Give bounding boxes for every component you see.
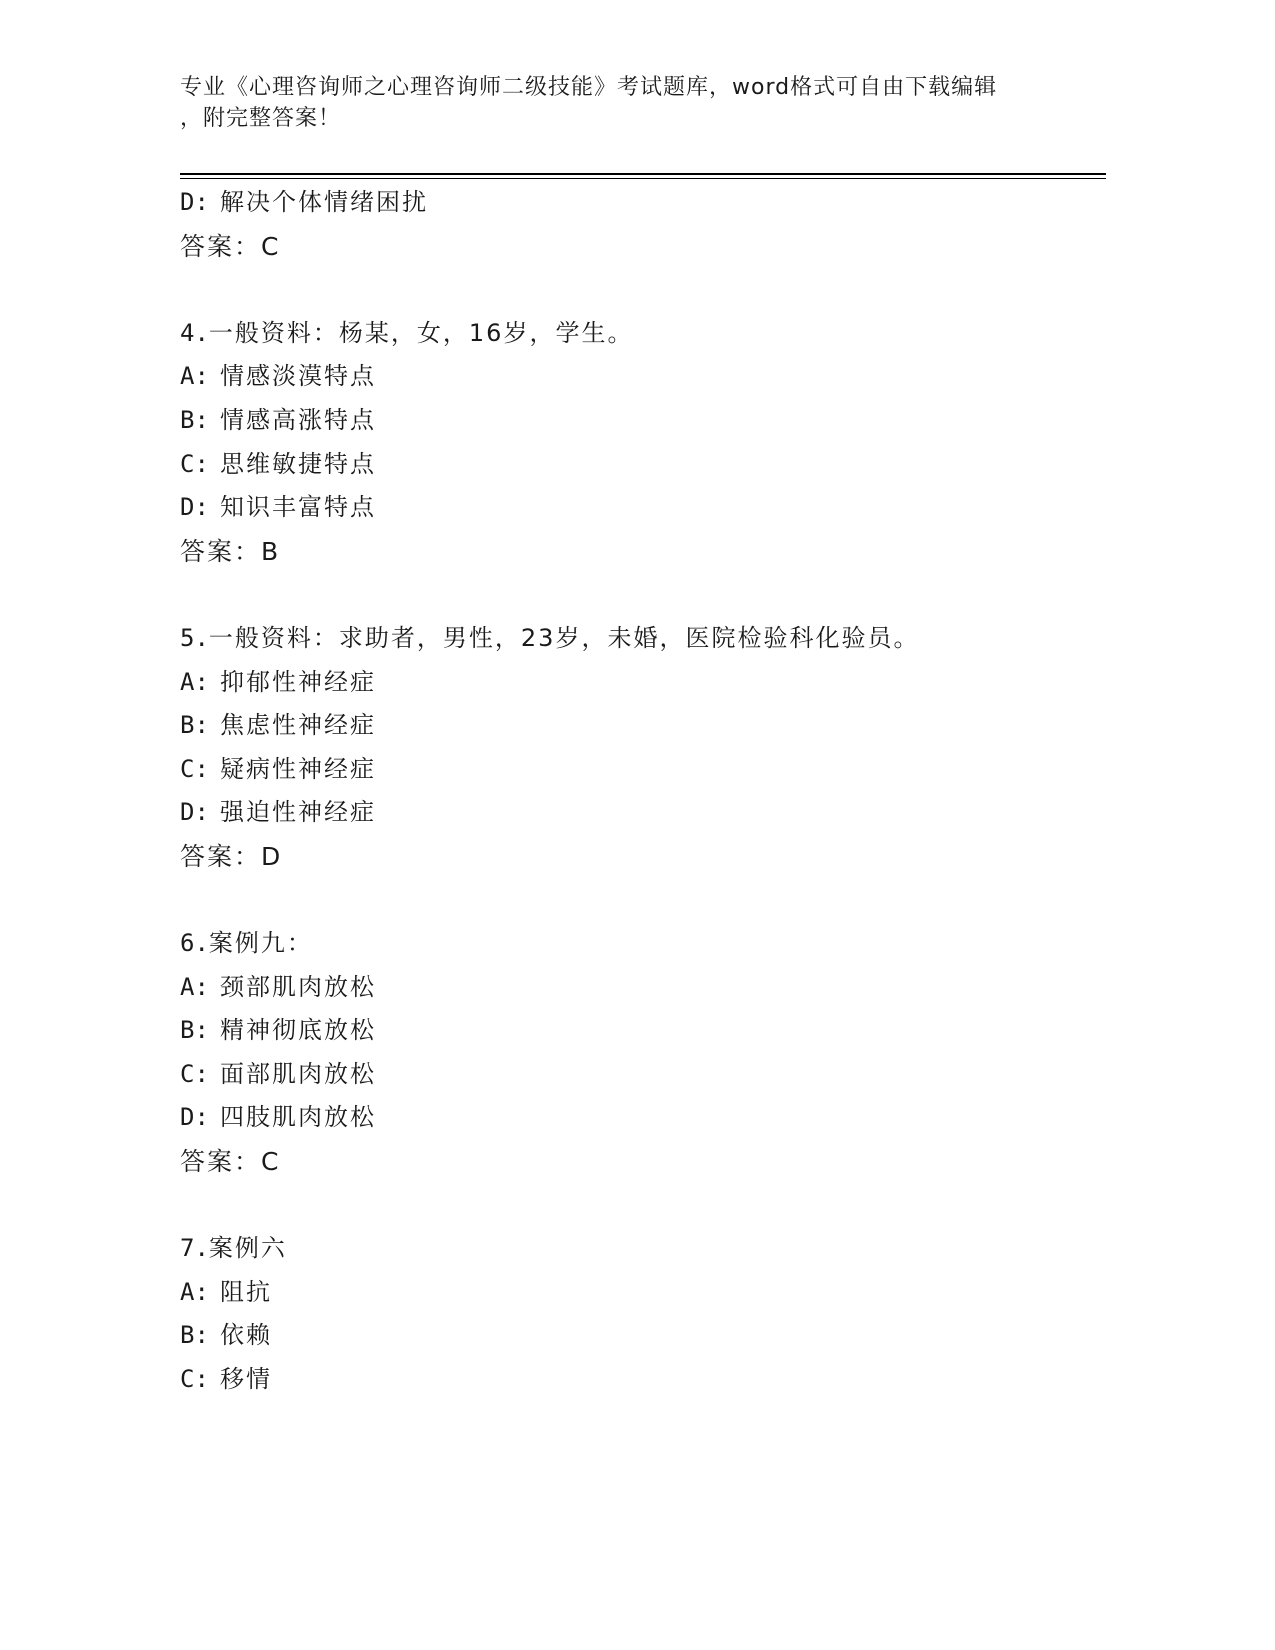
question-stem [180,312,1100,356]
option-c [180,443,1100,487]
option-text: 面部肌肉放松 [220,1059,376,1088]
option-letter: B: [180,405,209,434]
question-text: 一般资料：杨某，女，16岁，学生。 [208,318,634,347]
spacer [180,268,1100,312]
header-rule-thick [180,173,1106,175]
option-letter: C: [180,754,209,783]
question-text: 一般资料：求助者，男性，23岁，未婚，医院检验科化验员。 [208,623,920,652]
option-text: 焦虑性神经症 [220,711,376,740]
option-letter: D: [180,1103,209,1132]
answer-line [180,835,1100,879]
option-c [180,1053,1100,1097]
answer-line [180,225,1100,269]
answer-line [180,530,1100,574]
answer-label: 答案： [180,1147,262,1177]
question-number: 6. [180,929,209,958]
answer-value: B [261,536,279,566]
option-letter: D: [180,798,209,827]
option-a [180,1271,1100,1315]
header-rule-thin [180,178,1106,179]
option-b [180,1009,1100,1053]
option-letter: A: [180,972,209,1001]
spacer [180,879,1100,923]
option-letter: D: [180,493,209,522]
option-letter: A: [180,667,209,696]
question-number: 4. [180,318,209,347]
option-c [180,748,1100,792]
question-stem [180,922,1100,966]
answer-label: 答案： [180,841,262,871]
option-a [180,966,1100,1010]
option-text: 四肢肌肉放松 [220,1103,376,1132]
option-d [180,181,1100,225]
option-a [180,355,1100,399]
header-title-line-2: ，附完整答案！ [180,106,342,131]
option-letter: A: [180,1277,209,1306]
option-text: 解决个体情绪困扰 [220,188,428,216]
option-letter: D: [180,188,209,216]
answer-value: C [261,231,279,261]
option-d [180,486,1100,530]
question-list [180,181,1100,1402]
option-b [180,704,1100,748]
answer-label: 答案： [180,536,262,566]
answer-line [180,1140,1100,1184]
option-b [180,399,1100,443]
option-text: 抑郁性神经症 [220,667,376,696]
option-letter: B: [180,711,209,740]
option-text: 依赖 [220,1321,272,1350]
header-title-line-1: 专业《心理咨询师之心理咨询师二级技能》考试题库，word格式可自由下载编辑 [180,75,998,100]
question-text: 案例九： [208,929,313,958]
option-letter: C: [180,1059,209,1088]
answer-value: D [261,841,281,871]
option-a [180,661,1100,705]
option-c [180,1358,1100,1402]
answer-value: C [261,1147,279,1177]
question-number: 7. [180,1234,209,1263]
question-text: 案例六 [208,1234,287,1263]
option-b [180,1314,1100,1358]
document-header [180,72,1040,134]
question-stem [180,1227,1100,1271]
option-text: 阻抗 [220,1277,272,1306]
answer-label: 答案： [180,231,262,261]
option-text: 知识丰富特点 [220,493,376,522]
spacer [180,573,1100,617]
option-text: 移情 [220,1365,272,1394]
option-text: 强迫性神经症 [220,798,376,827]
question-stem [180,617,1100,661]
option-letter: A: [180,362,209,391]
option-letter: C: [180,449,209,478]
option-text: 疑病性神经症 [220,754,376,783]
option-text: 精神彻底放松 [220,1016,376,1045]
question-number: 5. [180,623,209,652]
spacer [180,1184,1100,1228]
option-text: 情感淡漠特点 [220,362,376,391]
option-text: 思维敏捷特点 [220,449,376,478]
option-text: 情感高涨特点 [220,405,376,434]
option-d [180,791,1100,835]
option-letter: B: [180,1016,209,1045]
option-text: 颈部肌肉放松 [220,972,376,1001]
option-letter: C: [180,1365,209,1394]
option-letter: B: [180,1321,209,1350]
option-d [180,1096,1100,1140]
